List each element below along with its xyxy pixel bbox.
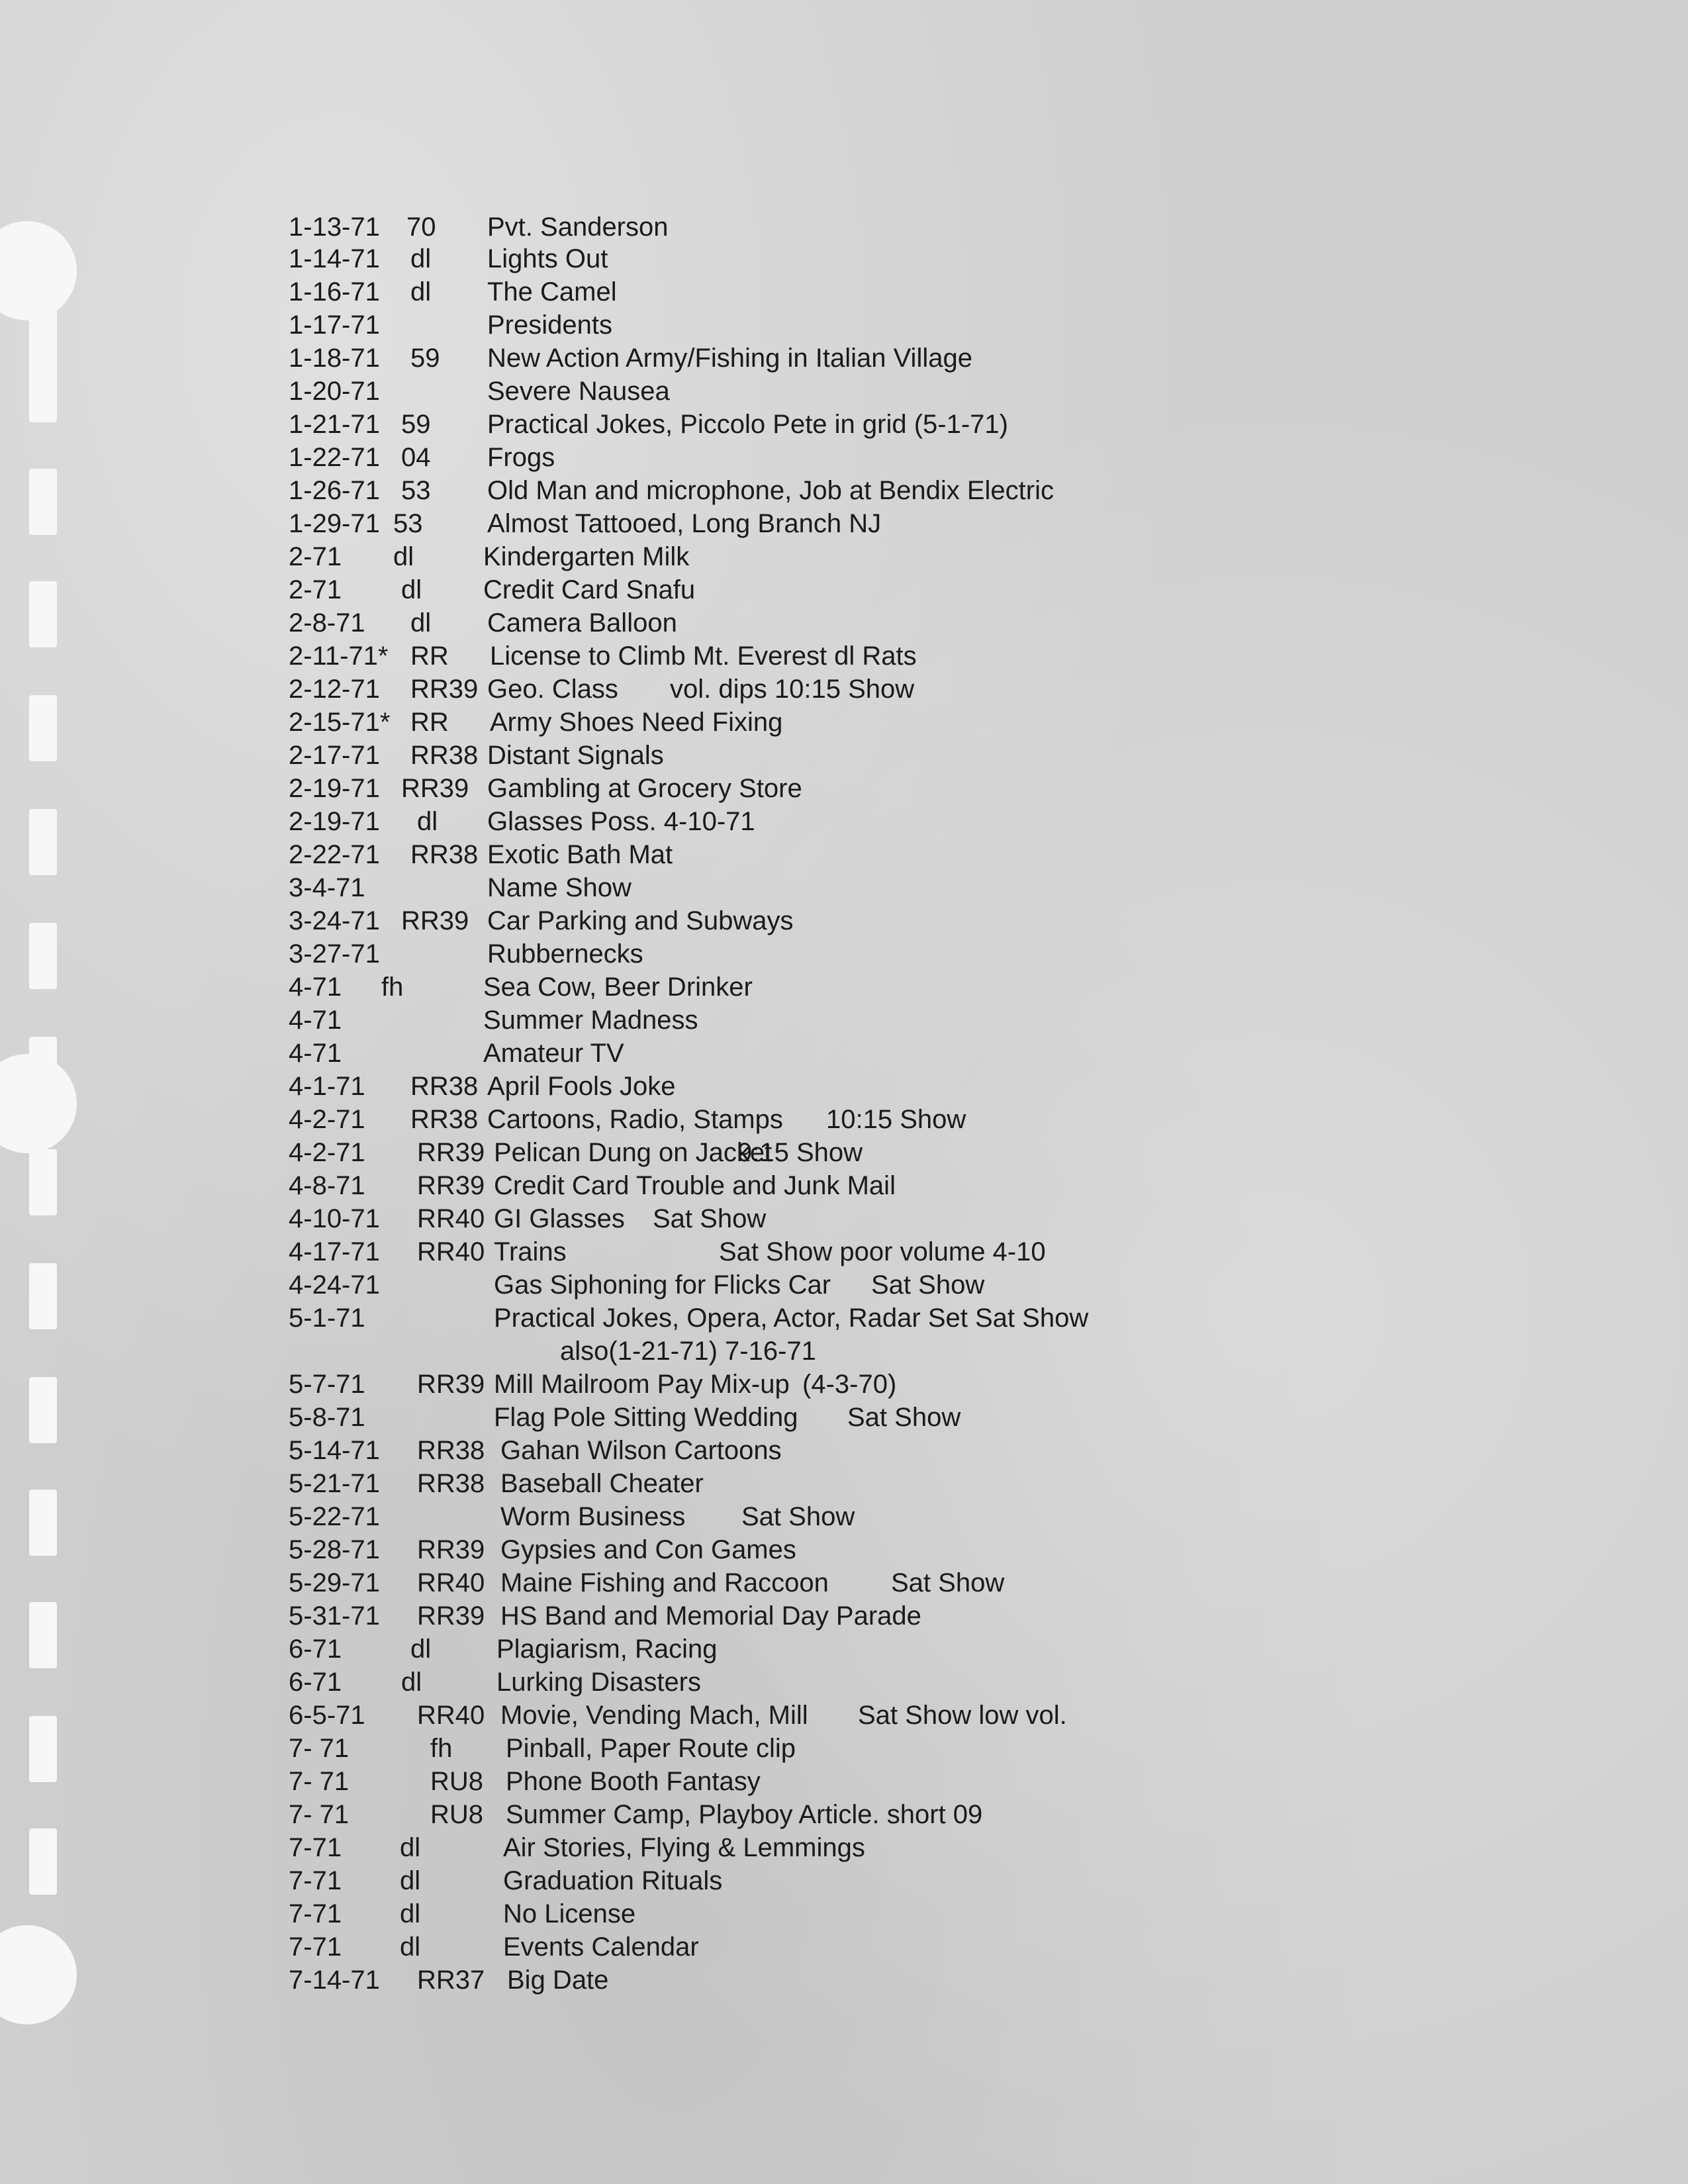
entry-date: 3-4-71 [289, 873, 365, 902]
entry-code: RR [410, 641, 449, 671]
entry-title: HS Band and Memorial Day Parade [500, 1601, 921, 1631]
entry-code: dl [393, 542, 414, 571]
entry-note: Sat Show [871, 1270, 985, 1300]
entry-title: No License [503, 1899, 636, 1928]
entry-title: Rubbernecks [487, 939, 643, 969]
entry-date: 5-1-71 [289, 1304, 365, 1333]
entry-code: 70 [406, 213, 436, 242]
entry-title: Pinball, Paper Route clip [506, 1734, 796, 1763]
entry-code: dl [400, 1866, 421, 1895]
entry-date: 7- 71 [289, 1767, 350, 1796]
entry-code: 53 [401, 476, 431, 505]
binder-slot [29, 1037, 57, 1103]
entry-code: dl [401, 575, 422, 604]
entry-title: Lurking Disasters [496, 1668, 702, 1697]
entry-code: dl [417, 807, 438, 836]
entry-code: RR39 [417, 1370, 485, 1399]
entry-date: 2-15-71* [289, 708, 391, 737]
entry-code: fh [381, 973, 404, 1002]
entry-note: 10:15 Show [826, 1105, 966, 1134]
entry-note: Sat Show [891, 1568, 1005, 1597]
entry-date: 2-19-71 [289, 774, 380, 803]
entry-title: Severe Nausea [487, 377, 670, 406]
binder-slot [29, 1716, 57, 1782]
entry-title: Practical Jokes, Piccolo Pete in grid (5-1-71) [487, 410, 1008, 439]
binder-slot [29, 1263, 57, 1329]
entry-note: Sat Show [847, 1403, 961, 1432]
entry-title: Worm Business [500, 1502, 686, 1531]
entry-date: 5-22-71 [289, 1502, 380, 1531]
entry-title: Army Shoes Need Fixing [490, 708, 783, 737]
entry-title: Geo. Class [487, 675, 618, 704]
entry-title: Presidents [487, 310, 612, 340]
entry-date: 4-17-71 [289, 1237, 380, 1266]
entry-code: RR40 [417, 1237, 485, 1266]
entry-code: RR40 [417, 1204, 485, 1233]
entry-code: RR39 [417, 1601, 485, 1631]
entry-code: 04 [401, 443, 431, 472]
binder-slot [29, 695, 57, 761]
entry-code: RR39 [417, 1535, 485, 1564]
entry-date: 2-71 [289, 542, 342, 571]
entry-code: dl [400, 1932, 421, 1962]
entry-title: Practical Jokes, Opera, Actor, Radar Set Sat Show [494, 1304, 1089, 1333]
entry-date: 5-8-71 [289, 1403, 365, 1432]
entry-title: Camera Balloon [487, 608, 677, 638]
entry-date: 2-12-71 [289, 675, 380, 704]
entry-date: 1-22-71 [289, 443, 380, 472]
entry-title: Exotic Bath Mat [487, 840, 673, 869]
entry-date: 1-17-71 [289, 310, 380, 340]
entry-title: Car Parking and Subways [487, 906, 794, 935]
binder-hole-top [0, 221, 77, 320]
entry-code: dl [401, 1668, 422, 1697]
entry-date: 7- 71 [289, 1734, 350, 1763]
entry-title: Gypsies and Con Games [500, 1535, 796, 1564]
entry-code: RR39 [417, 1171, 485, 1200]
entry-title: Big Date [507, 1966, 609, 1995]
binder-slot [29, 581, 57, 647]
entry-title: Summer Madness [483, 1006, 698, 1035]
entry-title: Air Stories, Flying & Lemmings [503, 1833, 865, 1862]
entry-date: 1-21-71 [289, 410, 380, 439]
entry-title: Almost Tattooed, Long Branch NJ [487, 509, 882, 538]
entry-date: 4-2-71 [289, 1138, 365, 1167]
entry-code: dl [410, 277, 432, 307]
entry-title: Plagiarism, Racing [496, 1635, 718, 1664]
entry-date: 5-14-71 [289, 1436, 380, 1465]
entry-note: Sat Show poor volume 4-10 [719, 1237, 1046, 1266]
entry-code: 59 [410, 344, 440, 373]
entry-date: 4-10-71 [289, 1204, 380, 1233]
entry-code: RR40 [417, 1701, 485, 1730]
entry-date: 3-27-71 [289, 939, 380, 969]
entry-date: 5-28-71 [289, 1535, 380, 1564]
entry-note: Sat Show [653, 1204, 767, 1233]
entry-title: Gahan Wilson Cartoons [500, 1436, 782, 1465]
entry-code: RU8 [430, 1800, 484, 1829]
binder-slot [29, 356, 57, 422]
entry-code: RU8 [430, 1767, 484, 1796]
entry-date: 5-21-71 [289, 1469, 380, 1498]
entry-title: New Action Army/Fishing in Italian Village [487, 344, 972, 373]
entry-title: Cartoons, Radio, Stamps [487, 1105, 783, 1134]
entry-date: 7-71 [289, 1932, 342, 1962]
entry-note: Sat Show [741, 1502, 855, 1531]
entry-title: Old Man and microphone, Job at Bendix Electric [487, 476, 1054, 505]
entry-title: Pvt. Sanderson [487, 213, 669, 242]
entry-code: RR38 [410, 741, 479, 770]
binder-slot [29, 923, 57, 989]
entry-code: dl [400, 1833, 421, 1862]
entry-code: dl [410, 1635, 432, 1664]
entry-date: 7- 71 [289, 1800, 350, 1829]
entry-date: 1-29-71 [289, 509, 380, 538]
entry-date: 7-71 [289, 1833, 342, 1862]
entry-code: 59 [401, 410, 431, 439]
entry-title: Mill Mailroom Pay Mix-up [494, 1370, 790, 1399]
entry-date: 1-26-71 [289, 476, 380, 505]
entry-title: Phone Booth Fantasy [506, 1767, 761, 1796]
entry-date: 6-71 [289, 1668, 342, 1697]
entry-date: 1-13-71 [289, 213, 380, 242]
entry-title: Distant Signals [487, 741, 664, 770]
entry-code: RR38 [410, 1072, 479, 1101]
entry-date: 5-7-71 [289, 1370, 365, 1399]
entry-date: 5-31-71 [289, 1601, 380, 1631]
entry-title: Amateur TV [483, 1039, 624, 1068]
entry-title: Kindergarten Milk [483, 542, 690, 571]
entry-title: Graduation Rituals [503, 1866, 723, 1895]
entry-code: RR38 [417, 1469, 485, 1498]
entry-title: Trains [494, 1237, 567, 1266]
entry-note: Sat Show low vol. [858, 1701, 1067, 1730]
entry-code: 53 [393, 509, 423, 538]
entry-code: RR40 [417, 1568, 485, 1597]
entry-date: 6-5-71 [289, 1701, 365, 1730]
entry-date: 4-8-71 [289, 1171, 365, 1200]
entry-date: 2-71 [289, 575, 342, 604]
entry-title: License to Climb Mt. Everest dl Rats [490, 641, 917, 671]
binder-slot [29, 469, 57, 535]
entry-code: fh [430, 1734, 453, 1763]
binder-slot [29, 1377, 57, 1443]
entry-title: Events Calendar [503, 1932, 699, 1962]
entry-title: Credit Card Snafu [483, 575, 696, 604]
entry-date: 1-16-71 [289, 277, 380, 307]
entry-date: 2-22-71 [289, 840, 380, 869]
entry-date: 1-20-71 [289, 377, 380, 406]
binder-slot [29, 1602, 57, 1668]
entry-date: 4-71 [289, 1039, 342, 1068]
entry-date: 7-71 [289, 1866, 342, 1895]
entry-title: The Camel [487, 277, 617, 307]
binder-slot [29, 809, 57, 875]
binder-hole-bottom [0, 1925, 77, 2024]
entry-date: 2-8-71 [289, 608, 365, 638]
entry-title: Sea Cow, Beer Drinker [483, 973, 753, 1002]
entry-note: 9:15 Show [737, 1138, 863, 1167]
entry-title: Frogs [487, 443, 555, 472]
entry-date: 7-71 [289, 1899, 342, 1928]
entry-date: 2-11-71* [289, 641, 389, 671]
entry-date: 6-71 [289, 1635, 342, 1664]
entry-code: RR39 [401, 774, 469, 803]
entry-code: RR38 [417, 1436, 485, 1465]
entry-date: 4-24-71 [289, 1270, 380, 1300]
entry-title: Baseball Cheater [500, 1469, 704, 1498]
entry-date: 4-1-71 [289, 1072, 365, 1101]
entry-title: Gas Siphoning for Flicks Car [494, 1270, 831, 1300]
entry-note: vol. dips 10:15 Show [670, 675, 915, 704]
entry-date: 2-17-71 [289, 741, 380, 770]
binder-slot [29, 1490, 57, 1556]
entry-date: 7-14-71 [289, 1966, 380, 1995]
binder-slot [29, 1828, 57, 1895]
entry-date: 5-29-71 [289, 1568, 380, 1597]
entry-title: Pelican Dung on Jacket [494, 1138, 773, 1167]
entry-code: RR39 [410, 675, 479, 704]
entry-code: dl [400, 1899, 421, 1928]
entry-title: April Fools Joke [487, 1072, 676, 1101]
entry-code: RR37 [417, 1966, 485, 1995]
entry-date: 1-14-71 [289, 244, 380, 273]
entry-code: RR39 [417, 1138, 485, 1167]
entry-title: GI Glasses [494, 1204, 625, 1233]
entry-code: RR39 [401, 906, 469, 935]
entry-code: dl [410, 608, 432, 638]
entry-title: Maine Fishing and Raccoon [500, 1568, 829, 1597]
entry-title: Name Show [487, 873, 632, 902]
entry-title: Flag Pole Sitting Wedding [494, 1403, 798, 1432]
entry-title: Summer Camp, Playboy Article. short 09 [506, 1800, 983, 1829]
entry-code: RR [410, 708, 449, 737]
entry-title: Credit Card Trouble and Junk Mail [494, 1171, 896, 1200]
entry-date: 2-19-71 [289, 807, 380, 836]
entry-date: 3-24-71 [289, 906, 380, 935]
entry-title: Lights Out [487, 244, 608, 273]
entry-title: Movie, Vending Mach, Mill [500, 1701, 808, 1730]
entry-code: RR38 [410, 1105, 479, 1134]
entry-note: (4-3-70) [802, 1370, 897, 1399]
entry-date: 4-71 [289, 973, 342, 1002]
entry-date: 4-71 [289, 1006, 342, 1035]
binder-slot [29, 1149, 57, 1215]
entry-date: 1-18-71 [289, 344, 380, 373]
entry-code: dl [410, 244, 432, 273]
entry-date: 4-2-71 [289, 1105, 365, 1134]
entry-title: Gambling at Grocery Store [487, 774, 802, 803]
entry-title: Glasses Poss. 4-10-71 [487, 807, 755, 836]
entry-code: RR38 [410, 840, 479, 869]
entry-title: also(1-21-71) 7-16-71 [560, 1337, 816, 1366]
